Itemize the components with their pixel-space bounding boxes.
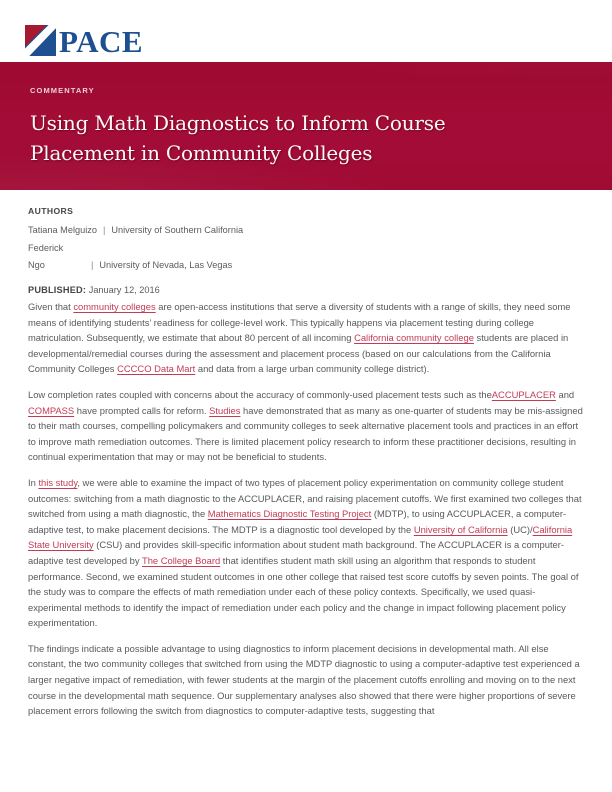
paragraph: Given that community colleges are open-access institutions that serve a diversity of students with a range of skills, they need some means of identifying students’ readiness for college-level work. This typically happens via placement testing during college matriculation. Subsequently, we estimate that about 80 percent of all incoming California community college students are placed in developmental/remedial courses during the assessment and placement process (based on our calculations from the California Community Colleges CCCCO Data Mart and data from a large urban community college district). (28, 301, 571, 375)
page-title-line-1: Using Math Diagnostics to Inform Course (30, 111, 446, 135)
paragraph: The findings indicate a possible advantage to using diagnostics to inform placement decisions in developmental math. All else constant, the two community colleges that switched from using the MDTP diagnostic to using a computer-adaptive test experienced a larger negative impact of remediation, with fewer students at the margin of the placement cutoffs enrolling and moving on to the next course in the developmental math sequence. Our supplementary analyses also showed that there were higher proportions of severe placement errors following the switch from diagnostics to computer-adaptive tests, suggesting that (28, 642, 580, 717)
published-date: January 12, 2016 (88, 284, 160, 295)
inline-link[interactable]: University of California (413, 523, 508, 535)
author-separator: | (91, 260, 94, 270)
published-label: PUBLISHED: (28, 284, 87, 295)
paragraph: In this study, we were able to examine the impact of two types of placement policy experimentation on community college student outcomes: switching from a math diagnostic to the ACCUPLACER, and raising placement cutoffs. We first examined two colleges that switched from using a math diagnostic, the Mathematics Diagnostic Testing Project (MDTP), to using ACCUPLACER, a computer-adaptive test, to make placement decisions. The MDTP is a diagnostic tool developed by the University of California (UC)/California State University (CSU) and provides skill-specific information about student math background. The ACCUPLACER is a computer-adaptive test developed by The College Board that identifies student math skill using an algorithm that responds to student performance. Second, we examined student outcomes in one other college that raised test score cutoffs by seven points. The goal of the study was to compare the effects of math remediation under each of these policy contexts. Specifically, we used quasi-experimental methods to identify the impact of remediation under each policy and the change in impact following placement policy experimentation. (28, 476, 582, 629)
inline-link[interactable]: California State University (28, 523, 573, 551)
inline-link[interactable]: ACCUPLACER (491, 388, 556, 400)
title-banner (0, 62, 612, 190)
inline-link[interactable]: Mathematics Diagnostic Testing Project (207, 508, 372, 520)
inline-link[interactable]: COMPASS (28, 404, 75, 416)
inline-link[interactable]: Studies (209, 404, 241, 416)
masthead (0, 0, 612, 62)
inline-link[interactable]: CCCCO Data Mart (117, 363, 196, 375)
author-affiliation: University of Nevada, Las Vegas (99, 260, 233, 270)
article-body (28, 299, 584, 729)
authors-label: AUTHORS (28, 206, 74, 216)
author-separator: | (102, 225, 106, 235)
pace-logo-wordmark: PACE (59, 24, 144, 59)
paragraph: Low completion rates coupled with concerns about the accuracy of commonly-used placement tests such as theACCUPLACER and COMPASS have prompted calls for reform. Studies have demonstrated that as many as one-quarter of students may be mis-assigned to their math courses, compelling policymakers and community colleges to seek alternative placement tools and practices in an effort to improve math remediation outcomes. There is limited placement policy research to inform these practitioner decisions, resulting in continual experimentation that may or may not be beneficial to students. (28, 388, 583, 463)
pace-logo (25, 25, 143, 57)
authors-list (28, 222, 584, 275)
page-title (30, 108, 582, 168)
page-title-line-2: Placement in Community Colleges (30, 141, 373, 165)
author-row (28, 222, 584, 240)
author-affiliation: University of Southern California (111, 225, 244, 235)
author-name: Ngo (28, 260, 45, 270)
author-row (28, 240, 584, 258)
author-name: Federick (28, 242, 64, 253)
inline-link[interactable]: California community college (354, 332, 474, 344)
inline-link[interactable]: The College Board (141, 554, 221, 566)
authors-section (28, 190, 584, 297)
published-row (28, 284, 584, 297)
author-name: Tatiana Melguizo (28, 225, 97, 235)
inline-link[interactable]: community colleges (73, 301, 156, 312)
commentary-kicker: COMMENTARY (30, 86, 95, 95)
inline-link[interactable]: this study (38, 476, 78, 488)
author-row (28, 257, 584, 275)
pace-logo-icon (25, 25, 56, 56)
